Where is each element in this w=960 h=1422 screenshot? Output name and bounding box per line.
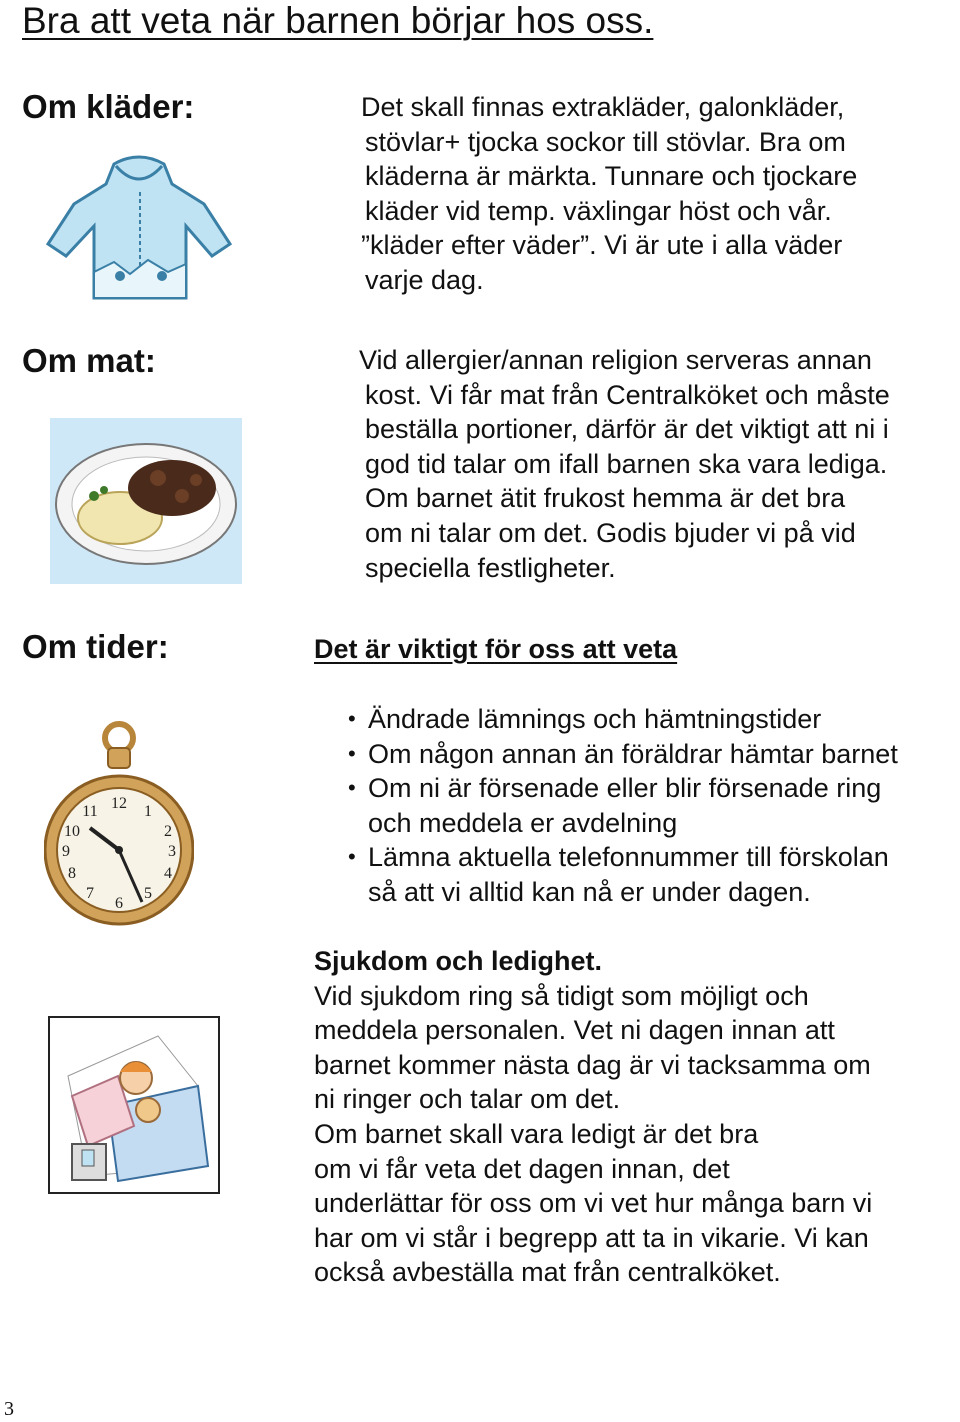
- svg-text:9: 9: [62, 843, 70, 860]
- food-text: [359, 343, 890, 585]
- svg-text:11: 11: [82, 803, 98, 820]
- food-line: beställa portioner, därför är det viktigt att ni i: [365, 414, 889, 445]
- clothes-text: [361, 90, 857, 298]
- sick-child-in-bed-icon: [48, 1016, 220, 1194]
- food-heading: Om mat:: [22, 342, 156, 379]
- sick-line: har om vi står i begrepp att ta in vikarie. Vi kan: [314, 1222, 869, 1253]
- food-line: om ni talar om det. Godis bjuder vi på vid: [365, 517, 856, 548]
- list-item: • Lämna aktuella telefonnummer till förskolan så att vi alltid kan nå er under dagen.: [346, 840, 898, 909]
- jacket-icon: [44, 152, 234, 304]
- sick-line: barnet kommer nästa dag är vi tacksamma om: [314, 1049, 871, 1080]
- clothes-line: stövlar+ tjocka sockor till stövlar. Bra om: [365, 126, 846, 157]
- food-line: Vid allergier/annan religion serveras annan: [359, 345, 872, 375]
- sick-line: Om barnet skall vara ledigt är det bra: [314, 1118, 759, 1149]
- svg-text:1: 1: [144, 803, 152, 820]
- list-item: • Om ni är försenade eller blir försenade ring och meddela er avdelning: [346, 771, 898, 840]
- clothes-line: Det skall finnas extrakläder, galonkläder,: [361, 92, 845, 122]
- clothes-line: kläderna är märkta. Tunnare och tjockare: [365, 161, 858, 192]
- sick-line: om vi får veta det dagen innan, det: [314, 1153, 730, 1184]
- svg-text:10: 10: [64, 823, 80, 840]
- sick-line: också avbeställa mat från centralköket.: [314, 1257, 781, 1288]
- pocket-watch-icon: [44, 718, 194, 930]
- sick-line: meddela personalen. Vet ni dagen innan att: [314, 1015, 835, 1046]
- page-title: Bra att veta när barnen börjar hos oss.: [22, 0, 654, 41]
- sick-line: underlättar för oss om vi vet hur många barn vi: [314, 1188, 873, 1219]
- svg-text:8: 8: [68, 865, 76, 882]
- svg-text:4: 4: [164, 865, 172, 882]
- sick-line: ni ringer och talar om det.: [314, 1084, 621, 1115]
- list-item: • Om någon annan än föräldrar hämtar barnet: [346, 737, 898, 772]
- clothes-line: ”kläder efter väder”. Vi är ute i alla väder: [361, 230, 843, 261]
- food-line: Om barnet ätit frukost hemma är det bra: [365, 483, 846, 514]
- svg-text:7: 7: [86, 885, 94, 902]
- svg-text:3: 3: [168, 843, 176, 860]
- svg-text:2: 2: [164, 823, 172, 840]
- sick-section: [314, 944, 872, 1290]
- sick-line: Vid sjukdom ring så tidigt som möjligt och: [314, 980, 809, 1011]
- list-item: • Ändrade lämnings och hämtningstider: [346, 702, 898, 737]
- times-subheading: Det är viktigt för oss att veta: [314, 634, 678, 664]
- plate-icon: [50, 418, 242, 584]
- times-heading: Om tider:: [22, 628, 169, 665]
- svg-text:5: 5: [144, 885, 152, 902]
- svg-text:12: 12: [111, 795, 127, 812]
- clothes-heading: Om kläder:: [22, 88, 195, 125]
- clothes-line: varje dag.: [365, 264, 484, 295]
- page-number: 3: [4, 1398, 14, 1420]
- food-line: god tid talar om ifall barnen ska vara lediga.: [365, 448, 888, 479]
- clothes-line: kläder vid temp. växlingar höst och vår.: [365, 195, 832, 226]
- food-line: kost. Vi får mat från Centralköket och måste: [365, 379, 890, 410]
- times-bullet-list: [346, 702, 898, 910]
- sick-heading: Sjukdom och ledighet.: [314, 946, 603, 976]
- svg-text:6: 6: [115, 895, 123, 912]
- food-line: speciella festligheter.: [365, 552, 616, 583]
